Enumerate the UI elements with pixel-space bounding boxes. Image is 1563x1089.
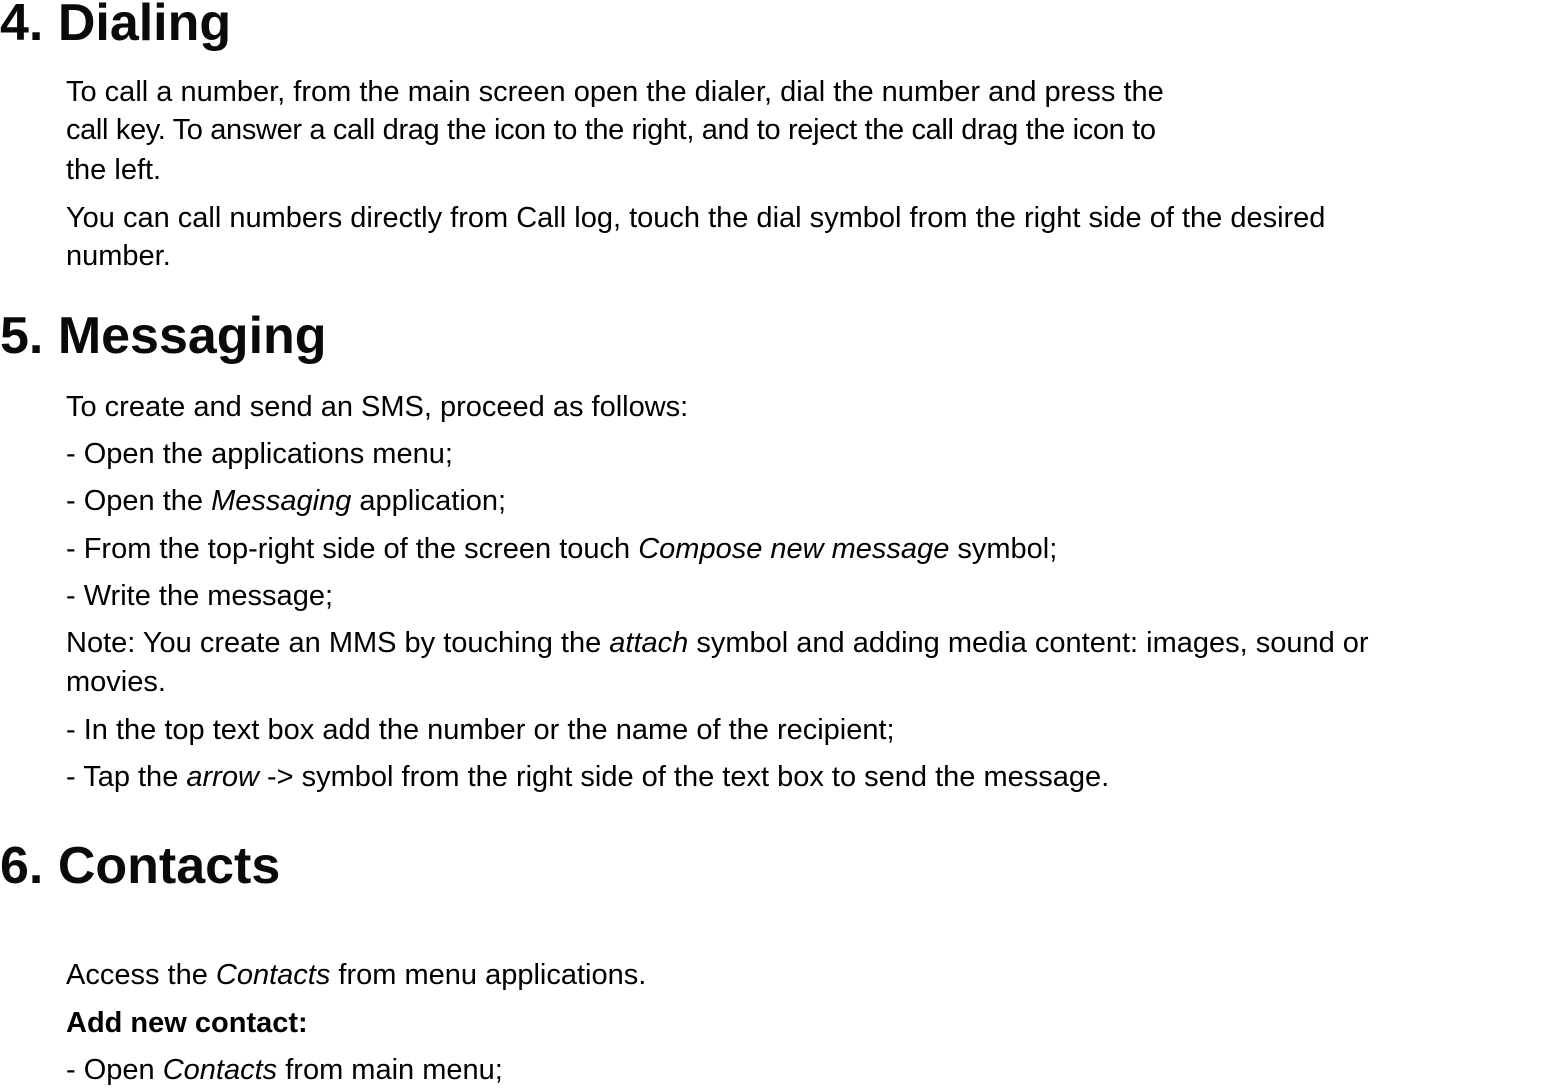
contacts-app-name: Contacts <box>162 1054 278 1086</box>
messaging-note-line-1 <box>66 624 1369 662</box>
contacts-text: - Open <box>66 1054 163 1086</box>
compose-new-message-term: Compose new message <box>638 533 950 565</box>
messaging-note-line-2: movies. <box>66 666 166 698</box>
step-text: symbol; <box>949 533 1058 565</box>
heading-contacts: 6. Contacts <box>0 837 281 895</box>
contacts-text: Access the <box>66 959 216 991</box>
messaging-intro: To create and send an SMS, proceed as follows: <box>66 391 689 423</box>
contacts-access <box>66 956 646 994</box>
note-text: symbol and adding media content: images, sound or <box>688 627 1369 659</box>
contacts-text: from menu applications. <box>330 959 647 991</box>
heading-messaging: 5. Messaging <box>0 307 327 365</box>
dialing-paragraph-2-line-2: number. <box>66 240 171 272</box>
arrow-term: arrow <box>186 761 259 793</box>
dialing-paragraph-1-line-2: call key. To answer a call drag the icon to the right, and to reject the call drag the icon to <box>66 114 1156 146</box>
contacts-subheading-add-new <box>66 1004 308 1042</box>
step-text: -> symbol from the right side of the text box to send the message. <box>258 761 1110 793</box>
messaging-step-write: - Write the message; <box>66 580 334 612</box>
add-new-contact-label: Add new contact: <box>66 1007 308 1039</box>
step-text: application; <box>351 485 507 517</box>
dialing-paragraph-2-line-1: You can call numbers directly from Call log, touch the dial symbol from the right side of the desired <box>66 202 1326 234</box>
messaging-step-recipient: - In the top text box add the number or the name of the recipient; <box>66 714 895 746</box>
note-text: Note: You create an MMS by touching the <box>66 627 610 659</box>
messaging-step-send <box>66 758 1109 796</box>
step-text: - From the top-right side of the screen touch <box>66 533 639 565</box>
contacts-app-name: Contacts <box>215 959 331 991</box>
messaging-step-open-menu: - Open the applications menu; <box>66 438 453 470</box>
step-text: - Tap the <box>66 761 187 793</box>
dialing-paragraph-1-line-3: the left. <box>66 154 162 186</box>
contacts-text: from main menu; <box>277 1054 503 1086</box>
app-name-messaging: Messaging <box>211 485 352 517</box>
messaging-step-compose <box>66 530 1057 568</box>
heading-dialing: 4. Dialing <box>0 0 232 52</box>
contacts-step-open <box>66 1051 503 1089</box>
dialing-paragraph-1-line-1: To call a number, from the main screen open the dialer, dial the number and press the <box>66 76 1164 108</box>
step-text: - Open the <box>66 485 212 517</box>
attach-term: attach <box>609 627 689 659</box>
messaging-step-open-app <box>66 482 506 520</box>
